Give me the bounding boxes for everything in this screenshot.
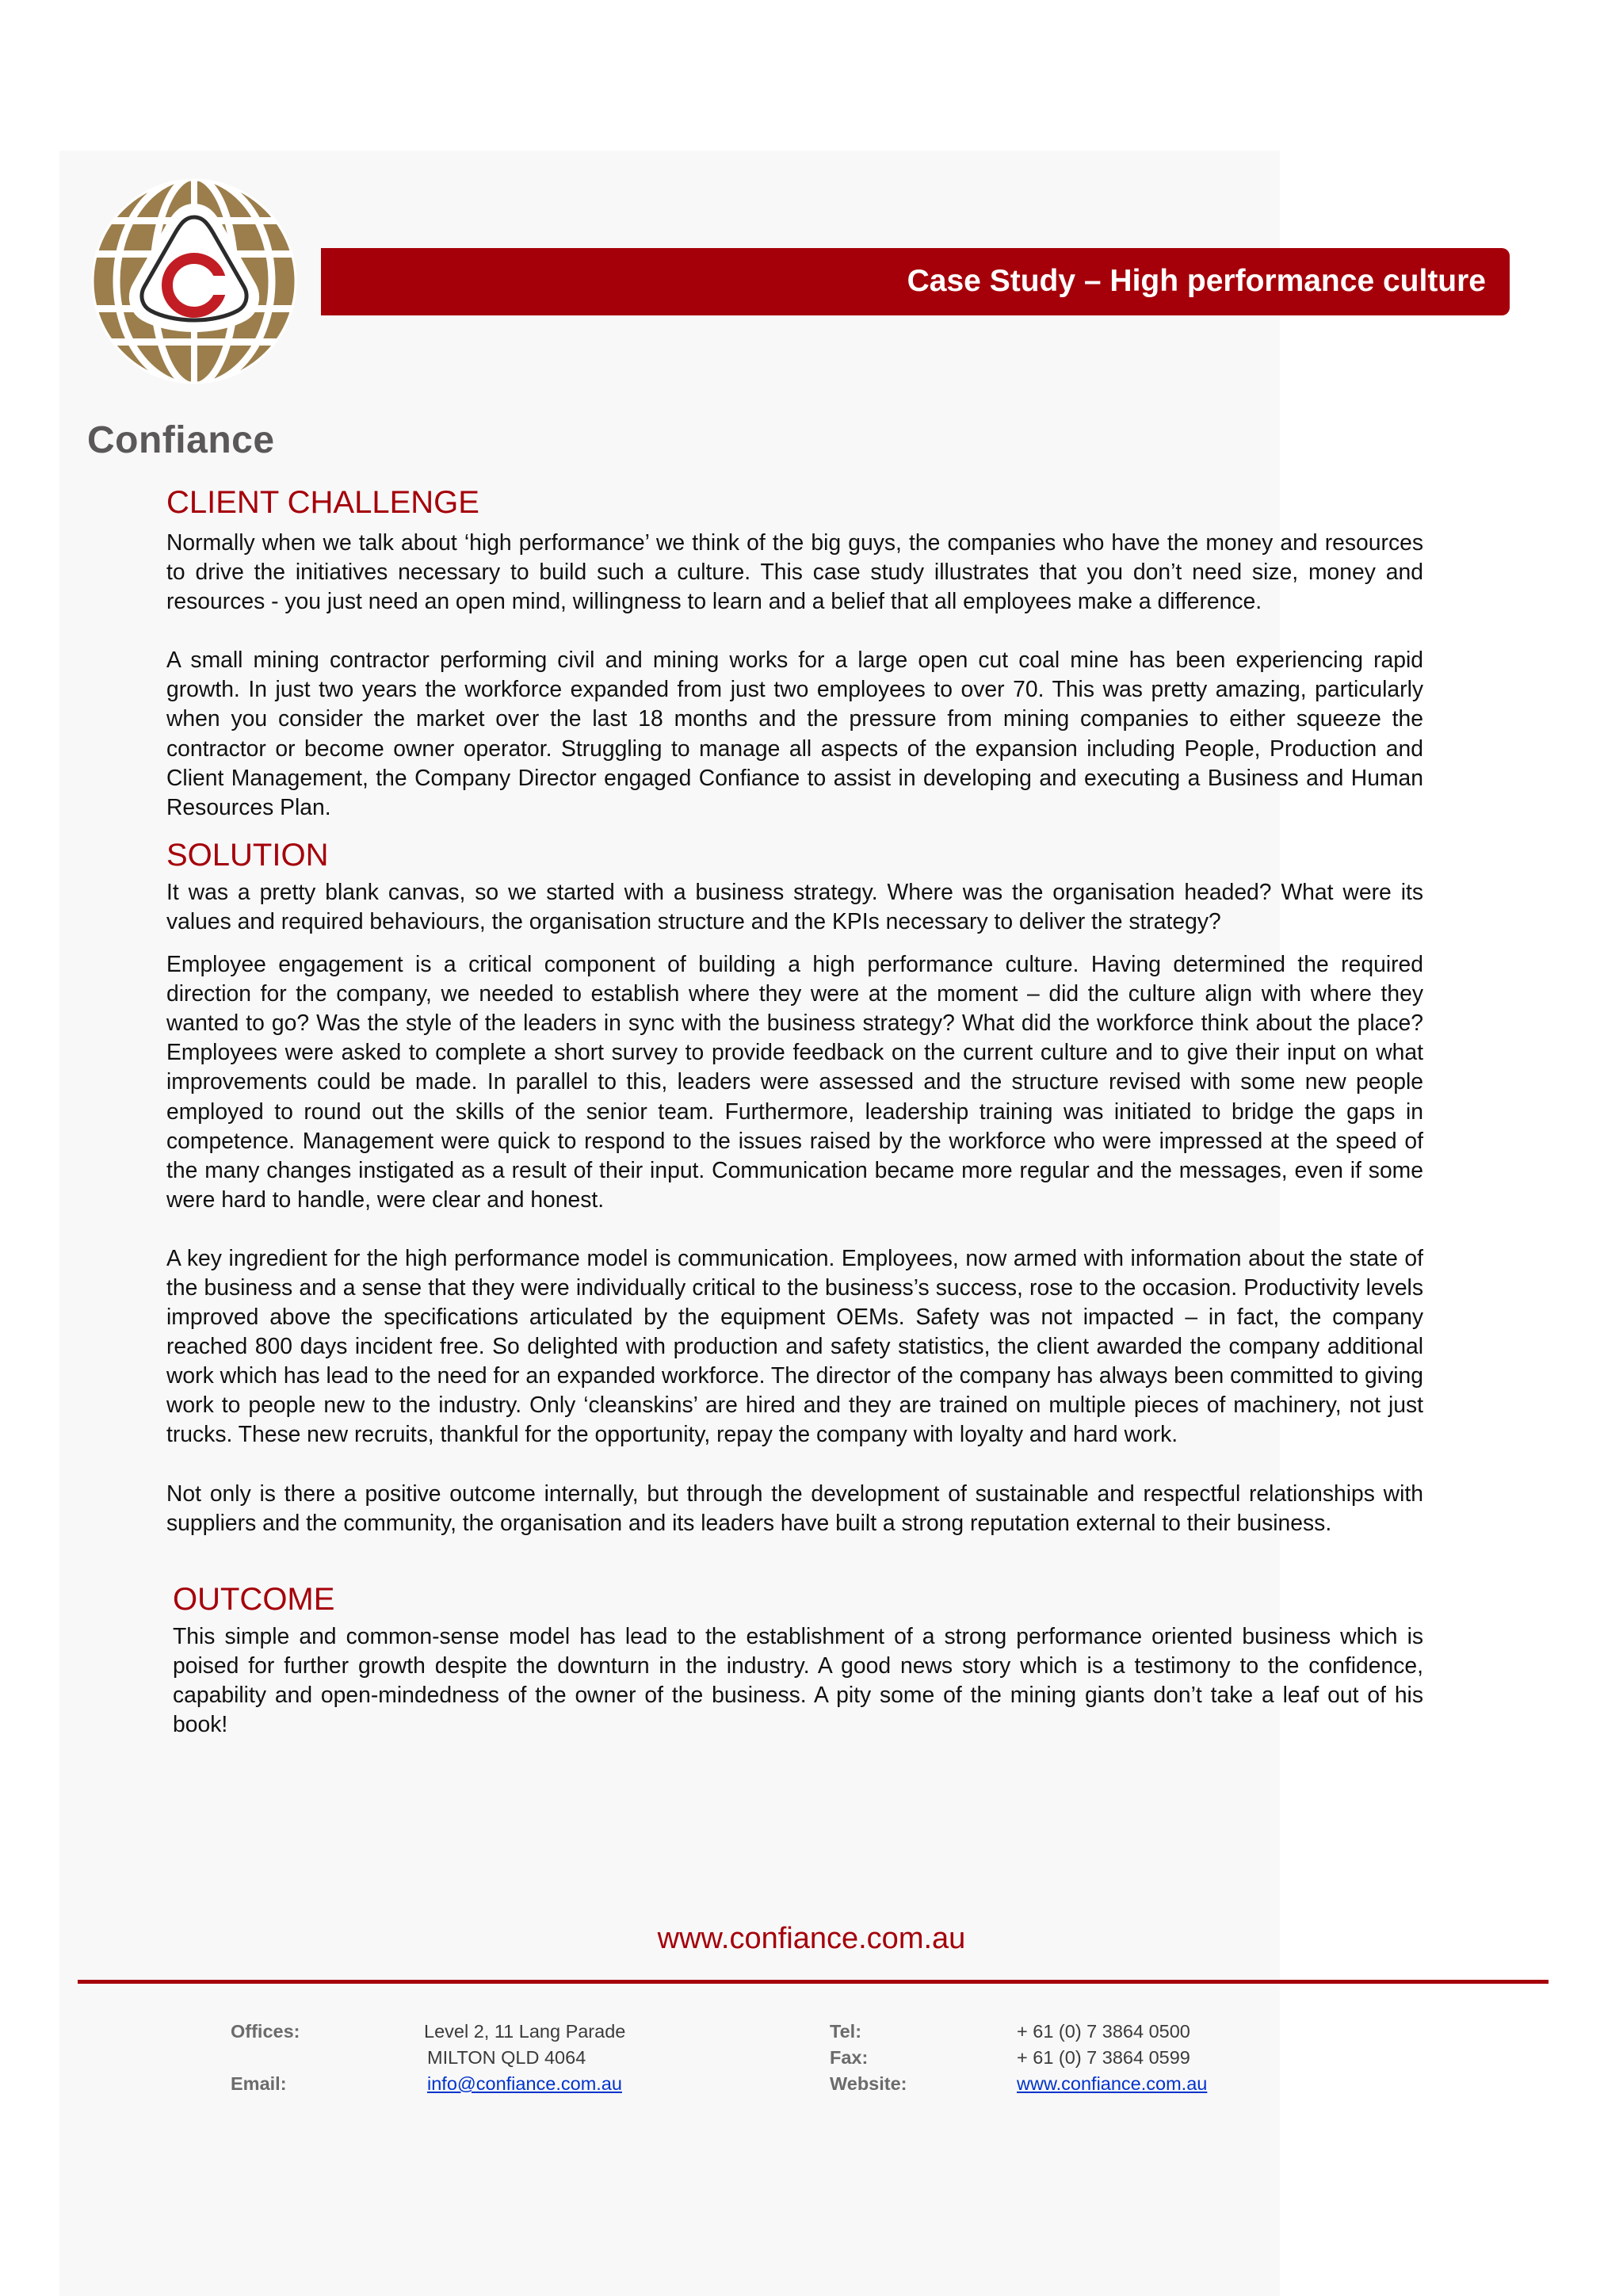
email-label: Email:	[231, 2073, 287, 2094]
solution-paragraph-2: Employee engagement is a critical component of building a high performance culture. Having determined the required direction for the company, we needed to establish where they were at the moment – did the culture align with where they wanted to go? Was the style of the leaders in sync with the business strategy? What did the workforce think about the place? Employees were asked to complete a short survey to provide feedback on the current culture and to give their input on what improvements could be made. In parallel to this, leaders were assessed and the structure revised with some new people employed to round out the skills of the senior team. Furthermore, leadership training was initiated to bridge the gaps in competence. Management were quick to respond to the issues raised by the workforce who were impressed at the speed of the many changes instigated as a result of their input. Communication became more regular and the messages, even if some were hard to handle, were clear and honest.	[166, 951, 1423, 1212]
page-title: Case Study – High performance culture	[907, 264, 1486, 298]
footer-website-link[interactable]: www.confiance.com.au	[1017, 2073, 1208, 2094]
globe-shield-icon	[87, 174, 301, 388]
tel-label: Tel:	[830, 2021, 862, 2042]
outcome-heading: OUTCOME	[173, 1581, 335, 1617]
solution-paragraph-3: A key ingredient for the high performance model is communication. Employees, now armed with information about the state of the business and a sense that they were individually critical to the business’s success, rose to the occasion. Productivity levels improved above the specifications articulated by the equipment OEMs. Safety was not impacted – in fact, the company reached 800 days incident free. So delighted with production and safety statistics, the client awarded the company additional work which has lead to the need for an expanded workforce. The director of the company has always been committed to giving work to people new to the industry. Only ‘cleanskins’ are hired and they are trained on multiple pieces of machinery, not just trucks. These new recruits, thankful for the opportunity, repay the company with loyalty and hard work.	[166, 1244, 1423, 1447]
challenge-paragraph-1: Normally when we talk about ‘high performance’ we think of the big guys, the companies who have the money and resources to drive the initiatives necessary to build such a culture. This case study illustrates that you don’t need size, money and resources - you just need an open mind, willingness to learn and a belief that all employees make a difference.	[166, 529, 1423, 614]
solution-heading: SOLUTION	[166, 837, 329, 873]
company-logo	[79, 166, 317, 460]
website-label: Website:	[830, 2073, 907, 2094]
solution-paragraph-4: Not only is there a positive outcome internally, but through the development of sustainable and respectful relationships with suppliers and the community, the organisation and its leaders have built a strong reputation external to their business.	[166, 1480, 1423, 1535]
fax-label: Fax:	[830, 2047, 869, 2068]
logo-wordmark: Confiance	[87, 419, 275, 461]
address-line-2: MILTON QLD 4064	[427, 2047, 586, 2068]
footer-divider	[78, 1980, 1549, 1984]
tel-value: + 61 (0) 7 3864 0500	[1017, 2021, 1190, 2042]
title-banner	[321, 248, 1510, 315]
outcome-paragraph: This simple and common-sense model has lead to the establishment of a strong performance oriented business which is poised for further growth despite the downturn in the industry. A good news story which is a testimony to the confidence, capability and open-mindedness of the owner of the business. A pity some of the mining giants don’t take a leaf out of his book!	[173, 1622, 1423, 1736]
outcome-section	[166, 1579, 1423, 1739]
address-line-1: Level 2, 11 Lang Parade	[424, 2021, 626, 2042]
challenge-paragraph-2: A small mining contractor performing civil and mining works for a large open cut coal mine has been experiencing rapid growth. In just two years the workforce expanded from just two employees to over 70. This was pretty amazing, particularly when you consider the market over the last 18 months and the pressure from mining companies to either squeeze the contractor or become owner operator. Struggling to manage all aspects of the expansion including People, Production and Client Management, the Company Director engaged Confiance to assist in developing and executing a Business and Human Resources Plan.	[166, 647, 1423, 819]
solution-paragraph-1: It was a pretty blank canvas, so we started with a business strategy. Where was the organisation headed? What were its values and required behaviours, the organisation structure and the KPIs necessary to deliver the strategy?	[166, 878, 1423, 934]
offices-label: Offices:	[231, 2021, 300, 2042]
fax-value: + 61 (0) 7 3864 0599	[1017, 2047, 1190, 2068]
challenge-heading: CLIENT CHALLENGE	[166, 485, 479, 520]
email-link[interactable]: info@confiance.com.au	[427, 2073, 622, 2094]
main-content	[166, 482, 1423, 1739]
website-link[interactable]: www.confiance.com.au	[657, 1922, 966, 1955]
